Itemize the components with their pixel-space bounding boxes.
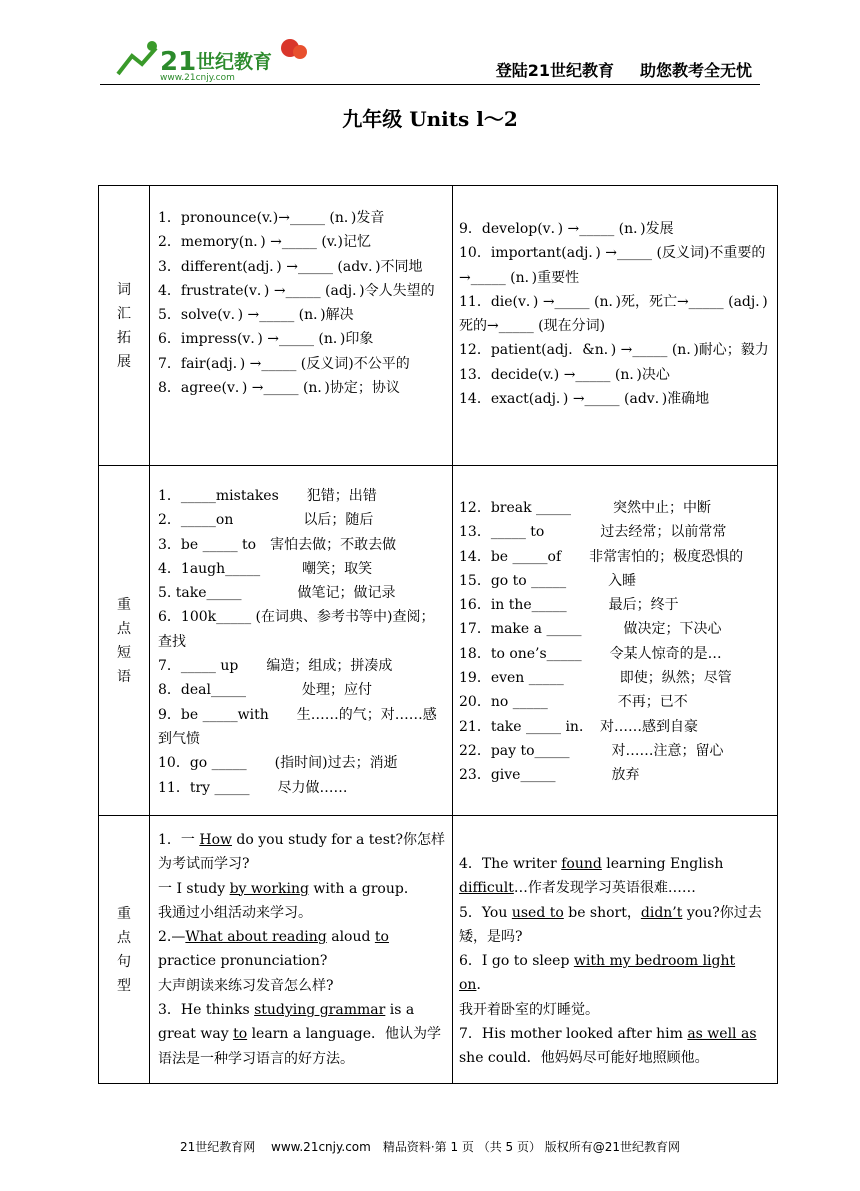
list-item: 6．impress(v．) →_____ (n．)印象 <box>158 331 374 348</box>
key-phrase: What about reading <box>185 929 327 946</box>
sentence-text: you?你过去矮，是吗? <box>459 904 762 945</box>
list-item: 10．go _____ (指时间)过去；消逝 <box>158 755 398 772</box>
list-item: 18．to one’s_____ 令某人惊奇的是… <box>459 645 722 662</box>
sentence-text: 4．The writer <box>459 856 562 872</box>
review-table <box>98 185 778 1084</box>
list-item: 9．develop(v．) →_____ (n．)发展 <box>459 221 674 237</box>
sentence-text: do you study for a test?你怎样为考试而学习? <box>158 832 446 873</box>
list-item: 1．pronounce(v.)→_____ (n．)发音 <box>158 210 385 226</box>
key-phrase: difficult <box>459 880 514 897</box>
sentence-item <box>459 852 771 901</box>
sentence-text: 7．His mother looked after him <box>459 1026 688 1043</box>
page-footer: 21世纪教育网 www.21cnjy.com 精品资料·第 1 页 （共 5 页） 版权所有@21世纪教育网 <box>179 1140 681 1154</box>
list-item: 2．memory(n．) →_____ (v.)记忆 <box>158 234 371 251</box>
phrase-left-cell <box>150 466 453 816</box>
list-item: 17．make a _____ 做决定；下决心 <box>459 621 722 638</box>
list-item: 23．give_____ 放弃 <box>459 767 640 784</box>
category-char: 拓 <box>117 329 131 346</box>
sentence-text: aloud <box>326 929 375 946</box>
svg-text:21: 21 <box>160 47 197 77</box>
vocab-right-cell <box>453 186 778 466</box>
list-item: 5．solve(v．) →_____ (n．)解决 <box>158 307 354 324</box>
svg-text:世纪教育: 世纪教育 <box>196 51 273 73</box>
sentence-text: 2.— <box>158 929 186 946</box>
key-phrase: didn’t <box>640 904 683 921</box>
key-phrase: to <box>233 1026 248 1043</box>
sentence-left-cell <box>150 816 453 1084</box>
key-phrase: used to <box>511 904 564 921</box>
key-phrase: to <box>374 929 389 946</box>
list-item: 9．be _____with 生……的气；对……感到气愤 <box>158 706 437 747</box>
list-item: 1．_____mistakes 犯错；出错 <box>158 488 377 504</box>
sentence-text: with a group． <box>308 880 418 897</box>
sentence-text: ． <box>476 977 491 994</box>
category-char: 词 <box>117 281 131 298</box>
category-char: 型 <box>117 977 131 994</box>
list-item: 13．decide(v.) →_____ (n．)决心 <box>459 366 670 383</box>
key-phrase: by working <box>229 880 309 897</box>
sentence-text: learning English <box>601 856 724 872</box>
svg-text:www.21cnjy.com: www.21cnjy.com <box>160 73 235 82</box>
sentence-item <box>459 949 771 998</box>
category-char: 重 <box>117 905 131 922</box>
phrase-row <box>99 466 778 816</box>
category-char: 汇 <box>117 305 131 322</box>
slogan-motto: 助您教考全无忧 <box>639 61 752 80</box>
sentence-text: 1．一 <box>158 832 200 848</box>
vocab-left-cell <box>150 186 453 466</box>
list-item: 4．1augh_____ 嘲笑；取笑 <box>158 560 373 577</box>
sentence-text: 3．He thinks <box>158 1002 255 1019</box>
list-item: 13．_____ to 过去经常；以前常常 <box>459 524 727 541</box>
sentence-item <box>158 901 446 925</box>
key-phrase: How <box>199 832 232 848</box>
sentence-item <box>459 998 771 1022</box>
list-item: 20．no _____ 不再；已不 <box>459 694 688 711</box>
list-item: 12．patient(adj．&n．) →_____ (n．)耐心；毅力 <box>459 342 769 359</box>
list-item: 7．fair(adj．) →_____ (反义词)不公平的 <box>158 355 410 372</box>
list-item: 4．frustrate(v．) →_____ (adj．)令人失望的 <box>158 282 435 299</box>
list-item: 8．agree(v．) →_____ (n．)协定；协议 <box>158 380 400 397</box>
page-title: 九年级 Units l～2 <box>342 107 518 131</box>
list-item: 22．pay to_____ 对……注意；留心 <box>459 742 724 759</box>
sentence-text: 我通过小组活动来学习。 <box>158 904 312 921</box>
sentence-text: learn a language．他认为学语法是一种学习语言的好方法。 <box>158 1026 442 1067</box>
sentence-text: …作者发现学习英语很难…… <box>513 880 696 897</box>
list-item: 21．take _____ in． 对……感到自豪 <box>459 718 698 735</box>
sentence-text: 一 I study <box>158 880 230 897</box>
page-header <box>100 32 760 85</box>
sentence-text: is a great way <box>158 1002 415 1043</box>
vocab-row <box>99 186 778 466</box>
category-char: 语 <box>117 668 131 685</box>
sentence-item <box>459 1022 771 1071</box>
site-logo <box>112 34 312 82</box>
slogan-login: 登陆21世纪教育 <box>495 61 614 80</box>
category-cell <box>99 186 150 466</box>
key-phrase: found <box>561 856 602 872</box>
sentence-item <box>158 998 446 1071</box>
list-item: 14．be _____of 非常害怕的；极度恐惧的 <box>459 548 744 565</box>
sentence-text: 6．I go to sleep <box>459 953 574 970</box>
list-item: 3．different(adj．) →_____ (adv．)不同地 <box>158 258 423 275</box>
header-slogan <box>470 58 752 81</box>
list-item: 7．_____ up 编造；组成；拼凑成 <box>158 658 393 675</box>
list-item: 5. take_____ 做笔记；做记录 <box>158 585 396 602</box>
sentence-text: practice pronunciation? <box>158 953 328 970</box>
sentence-row <box>99 816 778 1084</box>
category-char: 点 <box>117 620 131 637</box>
category-char: 重 <box>117 596 131 613</box>
key-phrase: as well as <box>687 1026 757 1043</box>
list-item: 15．go to _____ 入睡 <box>459 572 637 589</box>
key-phrase: with my bedroom light on <box>459 953 736 994</box>
category-cell <box>99 816 150 1084</box>
sentence-item <box>158 974 446 998</box>
category-char: 展 <box>117 353 131 370</box>
sentence-text: 大声朗读来练习发音怎么样? <box>158 977 334 994</box>
list-item: 10．important(adj．) →_____ (反义词)不重要的→_____ (n．)重要性 <box>459 245 766 286</box>
list-item: 12．break _____ 突然中止；中断 <box>459 500 712 516</box>
sentence-item <box>158 877 446 901</box>
sentence-text: be short， <box>563 904 641 921</box>
list-item: 3．be _____ to 害怕去做；不敢去做 <box>158 536 397 553</box>
list-item: 19．even _____ 即使；纵然；尽管 <box>459 670 732 687</box>
sentence-right-cell <box>453 816 778 1084</box>
list-item: 16．in the_____ 最后；终于 <box>459 597 679 614</box>
sentence-item <box>459 901 771 950</box>
list-item: 11．try _____ 尽力做…… <box>158 779 348 796</box>
list-item: 11．die(v．) →_____ (n．)死，死亡→_____ (adj．)死的→_____ (现在分词) <box>459 293 768 335</box>
list-item: 6．100k_____ (在词典、参考书等中)查阅；查找 <box>158 609 435 650</box>
list-item: 14．exact(adj．) →_____ (adv．)准确地 <box>459 391 710 408</box>
category-cell <box>99 466 150 816</box>
list-item: 2．_____on 以后；随后 <box>158 512 374 529</box>
sentence-text: she could．他妈妈尽可能好地照顾他。 <box>459 1050 709 1067</box>
sentence-item <box>158 828 446 877</box>
key-phrase: studying grammar <box>254 1002 386 1019</box>
sentence-item <box>158 925 446 974</box>
phrase-right-cell <box>453 466 778 816</box>
category-char: 句 <box>117 953 131 970</box>
sentence-text: 5．You <box>459 904 512 921</box>
list-item: 8．deal_____ 处理；应付 <box>158 682 372 699</box>
category-char: 点 <box>117 929 131 946</box>
category-char: 短 <box>117 644 131 661</box>
sentence-text: 我开着卧室的灯睡觉。 <box>459 1001 599 1018</box>
